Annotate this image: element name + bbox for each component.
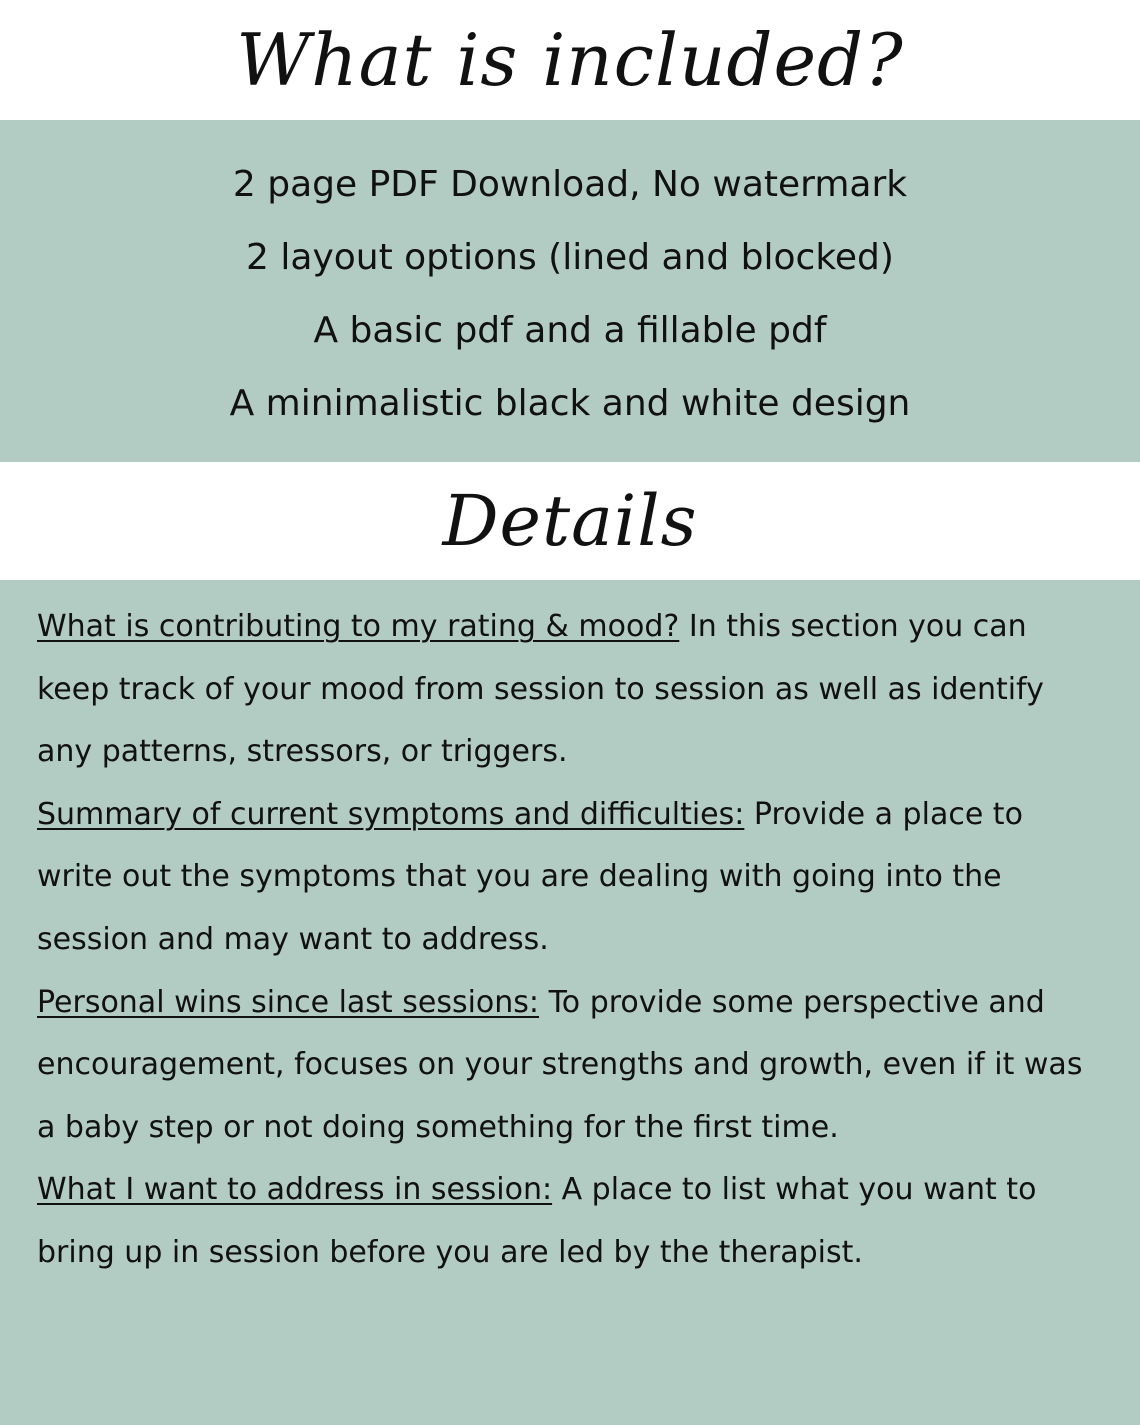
details-panel <box>0 580 1140 1425</box>
included-heading-band <box>0 0 1140 120</box>
detail-term: What is contributing to my rating & mood? <box>37 609 680 644</box>
details-heading-band <box>0 462 1140 580</box>
detail-entry-address <box>37 1159 1104 1284</box>
detail-term: Personal wins since last sessions: <box>37 984 540 1020</box>
detail-term: What I want to address in session: <box>37 1172 553 1208</box>
included-item: 2 layout options (lined and blocked) <box>246 237 894 278</box>
detail-description: A place to list what you want to bring up in session before you are led by the therapist. <box>37 1172 1037 1270</box>
detail-entry-symptoms <box>37 784 1104 972</box>
detail-term: Summary of current symptoms and difficulties: <box>37 796 745 832</box>
details-heading: Details <box>442 480 698 562</box>
detail-description: Provide a place to write out the symptoms that you are dealing with going into the session and may want to address. <box>37 796 1023 957</box>
included-item: A minimalistic black and white design <box>229 383 911 424</box>
detail-description: In this section you can keep track of your mood from session to session as well as identify any patterns, stressors, or triggers. <box>37 609 1044 770</box>
included-heading: What is included? <box>236 18 904 102</box>
included-panel <box>0 120 1140 462</box>
detail-entry-mood <box>37 596 1104 784</box>
included-item: A basic pdf and a fillable pdf <box>313 310 827 351</box>
detail-description: To provide some perspective and encouragement, focuses on your strengths and growth, even if it was a baby step or not doing something for the first time. <box>37 984 1083 1145</box>
included-list <box>0 148 1140 440</box>
included-item: 2 page PDF Download, No watermark <box>232 164 908 205</box>
detail-entry-wins <box>37 972 1104 1160</box>
